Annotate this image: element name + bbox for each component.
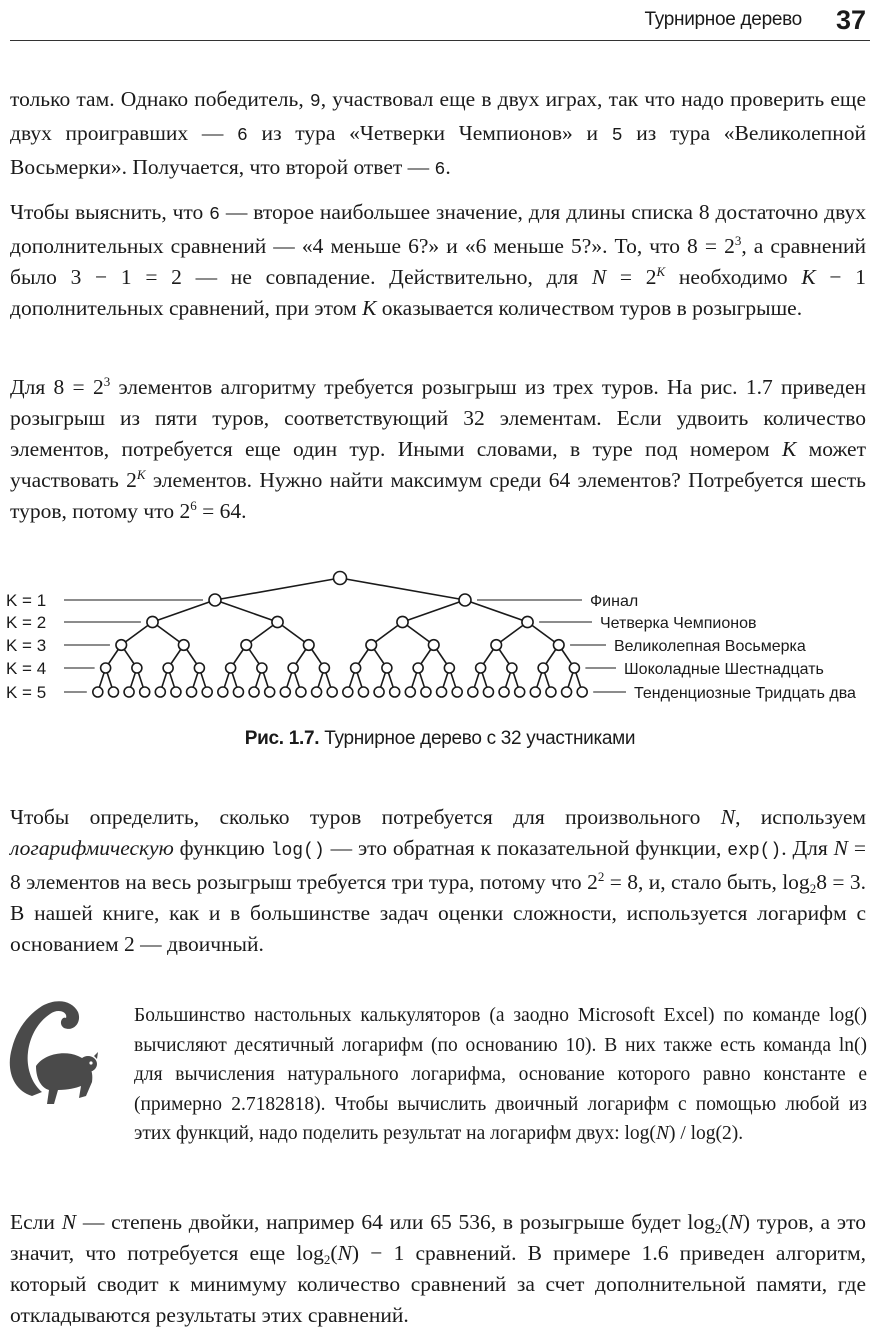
tree-node xyxy=(507,663,517,673)
tree-node xyxy=(194,663,204,673)
tree-level-label: K = 3 xyxy=(6,636,47,655)
tree-node xyxy=(413,663,423,673)
tree-node xyxy=(530,687,540,697)
tree-round-name: Финал xyxy=(590,593,639,610)
tree-node xyxy=(280,687,290,697)
tree-node xyxy=(327,687,337,697)
tree-node xyxy=(209,594,221,606)
tree-node xyxy=(483,687,493,697)
tree-node xyxy=(374,687,384,697)
tree-node xyxy=(124,687,134,697)
tree-node xyxy=(397,616,408,627)
tree-node xyxy=(366,640,377,651)
tree-node xyxy=(562,687,572,697)
tree-node xyxy=(155,687,165,697)
tree-node xyxy=(202,687,212,697)
lemur-icon xyxy=(2,992,102,1117)
tree-node xyxy=(241,640,252,651)
tree-node xyxy=(546,687,556,697)
tree-node xyxy=(132,663,142,673)
paragraph-2: Чтобы выяснить, что 6 — второе наибольшее значение, для длины списка 8 достаточно двух дополнительных сравнений — «4 меньше 6?» и «6 меньше 5?». То, что $8 = 2^3$, а сравнений было 3 − 1 = 2 — не совпадение. Действительно, для $N = 2^K$ необходимо K − 1 дополнительных сравнений, при этом K оказывается количеством туров в розыгрыше. xyxy=(10,200,866,320)
tree-node xyxy=(405,687,415,697)
tree-node xyxy=(444,663,454,673)
tree-level-label: K = 5 xyxy=(6,683,47,702)
figure-caption: Рис. 1.7. Турнирное дерево с 32 участниками xyxy=(244,728,636,749)
tree-node xyxy=(140,687,150,697)
tree-node xyxy=(491,640,502,651)
tree-node xyxy=(515,687,525,697)
tree-node xyxy=(178,640,189,651)
tree-node xyxy=(147,616,158,627)
paragraph-1: только там. Однако победитель, 9, участвовал еще в двух играх, так что надо проверить еще двух проигравших — 6 из тура «Четверки Чемпионов» и 5 из тура «Великолепной Восьмерки». Получается, что второй ответ — 6. xyxy=(10,87,866,180)
tree-node xyxy=(459,594,471,606)
tree-edge xyxy=(153,600,216,622)
running-header xyxy=(10,0,870,41)
tree-edge xyxy=(340,578,465,600)
tree-level-label: K = 4 xyxy=(6,659,47,678)
tree-level-label: K = 2 xyxy=(6,613,47,632)
tree-node xyxy=(390,687,400,697)
tree-edge xyxy=(215,578,340,600)
running-title: Турнирное дерево xyxy=(644,9,802,30)
tree-node xyxy=(499,687,509,697)
tree-edge xyxy=(403,600,466,622)
paragraph-4: Чтобы определить, сколько туров потребуется для произвольного N, используем логарифмическую функцию log() — это обратная к показательной функции, exp(). Для N = 8 элементов на весь розыгрыш требуется три тура, потому что $2^2 = 8$, и, стало быть, $\log_28 = 3$. В нашей книге, как и в большинстве задач оценки сложности, используется логарифм с основанием 2 — двоичный. xyxy=(10,805,866,956)
tree-node xyxy=(437,687,447,697)
tree-round-name: Четверка Чемпионов xyxy=(600,615,757,632)
tree-node xyxy=(312,687,322,697)
tree-node xyxy=(428,640,439,651)
tree-node xyxy=(108,687,118,697)
tree-node xyxy=(226,663,236,673)
tree-node xyxy=(249,687,259,697)
tree-round-name: Великолепная Восьмерка xyxy=(614,638,806,655)
tree-node xyxy=(421,687,431,697)
tree-node xyxy=(358,687,368,697)
tree-node xyxy=(303,640,314,651)
tree-node xyxy=(382,663,392,673)
tree-round-name: Тенденциозные Тридцать два xyxy=(634,685,856,702)
tree-node xyxy=(257,663,267,673)
paragraph-5: Если N — степень двойки, например 64 или 65 536, в розыгрыше будет $\log_2(N)$ туров, а это значит, что потребуется еще $\log_2(N) - 1$ сравнений. В примере 1.6 приведен алгоритм, который сводит к минимуму количество сравнений за счет дополнительной памяти, где откладываются результаты этих сравнений. xyxy=(10,1210,866,1327)
paragraph-3: Для $8 = 2^3$ элементов алгоритму требуется розыгрыш из трех туров. На рис. 1.7 приведен розыгрыш из пяти туров, соответствующий 32 элементам. Если удвоить количество элементов, потребуется еще один тур. Иными словами, в туре под номером K может участвовать $2^K$ элементов. Нужно найти максимум среди 64 элементов? Потребуется шесть туров, потому что $2^6 = 64$. xyxy=(10,374,866,523)
tree-level-label: K = 1 xyxy=(6,591,47,610)
tree-node xyxy=(522,616,533,627)
tree-node xyxy=(569,663,579,673)
tree-node xyxy=(288,663,298,673)
tree-node xyxy=(577,687,587,697)
tree-node xyxy=(319,663,329,673)
tree-edge xyxy=(465,600,528,622)
tree-node xyxy=(351,663,361,673)
tournament-tree-figure xyxy=(0,560,880,720)
tree-node xyxy=(187,687,197,697)
tree-node xyxy=(476,663,486,673)
page-number: 37 xyxy=(835,4,866,35)
tree-root-node xyxy=(334,572,347,585)
tree-node xyxy=(538,663,548,673)
tree-node xyxy=(101,663,111,673)
tree-node xyxy=(468,687,478,697)
tree-node xyxy=(233,687,243,697)
tree-node xyxy=(296,687,306,697)
tree-node xyxy=(163,663,173,673)
tree-node xyxy=(272,616,283,627)
sidebar-note: Большинство настольных калькуляторов (а заодно Microsoft Excel) по команде log() вычисляют десятичный логарифм (по основанию 10). В них также есть команда ln() для вычисления натурального логарифма, основание которого равно константе e (примерно 2.7182818). Чтобы вычислить двоичный логарифм с помощью любой из этих функций, надо поделить результат на логарифм двух: log(N) / log(2). xyxy=(134,1005,867,1144)
tree-round-name: Шоколадные Шестнадцать xyxy=(624,661,824,678)
tree-node xyxy=(452,687,462,697)
tree-node xyxy=(171,687,181,697)
tree-edge xyxy=(215,600,278,622)
tree-node xyxy=(265,687,275,697)
tree-node xyxy=(116,640,127,651)
tree-node xyxy=(93,687,103,697)
tree-node xyxy=(343,687,353,697)
tree-node xyxy=(218,687,228,697)
tree-node xyxy=(553,640,564,651)
